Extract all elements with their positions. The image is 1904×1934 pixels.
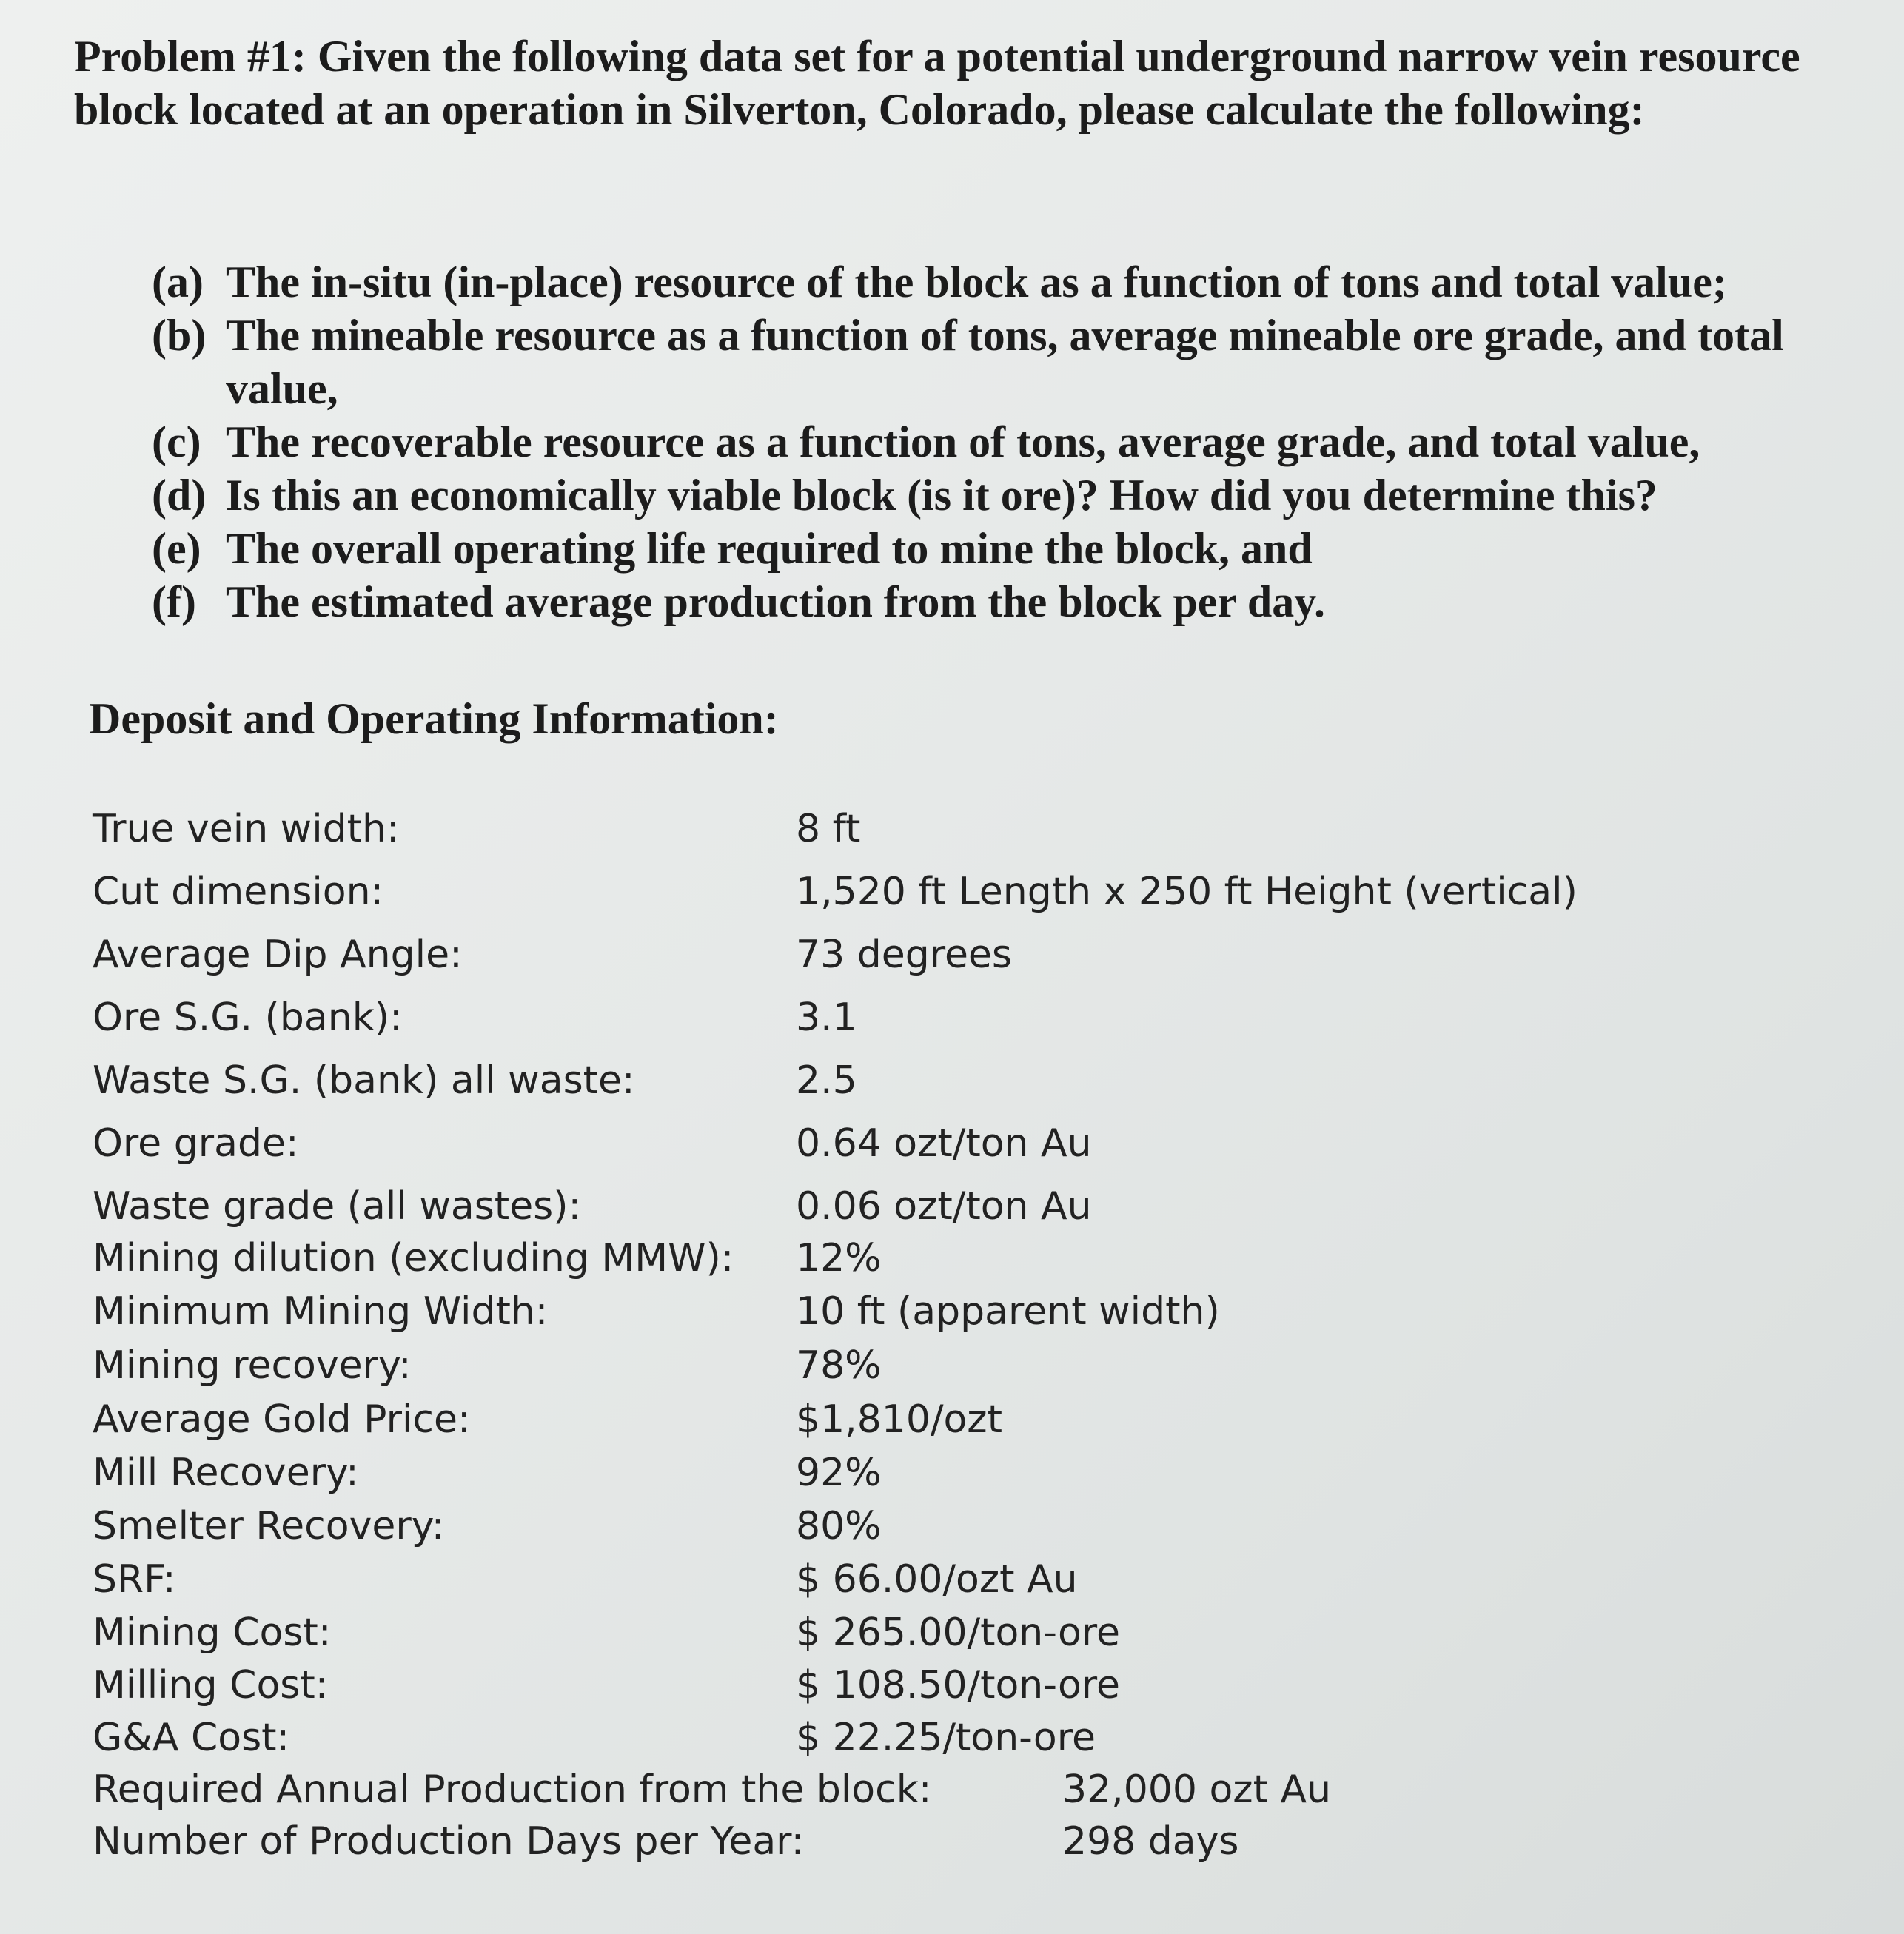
info-row-min-mining-width	[93, 1289, 1795, 1343]
info-label: Required Annual Production from the block:	[93, 1767, 932, 1812]
task-item	[152, 522, 1884, 575]
info-row-annual-production	[93, 1767, 1795, 1821]
info-row-smelter-recovery	[93, 1504, 1795, 1557]
info-row-production-days	[93, 1819, 1795, 1873]
info-row-ore-sg	[93, 995, 1795, 1049]
info-label: G&A Cost:	[93, 1716, 290, 1760]
info-value: $ 265.00/ton-ore	[796, 1611, 1121, 1655]
info-label: Mining dilution (excluding MMW):	[93, 1236, 734, 1280]
info-value: 12%	[796, 1236, 882, 1280]
info-value: 10 ft (apparent width)	[796, 1289, 1220, 1334]
info-label: Number of Production Days per Year:	[93, 1819, 805, 1864]
task-item	[152, 309, 1884, 415]
info-label: Minimum Mining Width:	[93, 1289, 549, 1334]
info-label: Mill Recovery:	[93, 1451, 359, 1495]
task-marker: (c)	[152, 417, 201, 466]
info-row-mining-cost	[93, 1611, 1795, 1664]
info-label: Waste grade (all wastes):	[93, 1184, 582, 1229]
info-value: 80%	[796, 1504, 882, 1548]
info-value: 32,000 ozt Au	[1062, 1767, 1332, 1812]
info-label: Cut dimension:	[93, 870, 384, 914]
task-marker: (b)	[152, 311, 207, 360]
task-item	[152, 469, 1884, 522]
info-label: Milling Cost:	[93, 1663, 329, 1708]
info-label: Smelter Recovery:	[93, 1504, 445, 1548]
info-value: 92%	[796, 1451, 882, 1495]
info-value: $ 22.25/ton-ore	[796, 1716, 1096, 1760]
info-value: 1,520 ft Length x 250 ft Height (vertical)	[796, 870, 1578, 914]
info-value: 78%	[796, 1343, 882, 1388]
info-value: 3.1	[796, 995, 857, 1040]
info-value: 8 ft	[796, 807, 861, 851]
info-label: SRF:	[93, 1557, 176, 1602]
info-value: 2.5	[796, 1058, 857, 1103]
info-row-waste-sg	[93, 1058, 1795, 1112]
task-text: The recoverable resource as a function of tons, average grade, and total value,	[226, 417, 1700, 466]
task-item	[152, 255, 1884, 309]
task-list	[152, 255, 1884, 628]
section-title: Deposit and Operating Information:	[89, 694, 779, 743]
task-item	[152, 575, 1884, 628]
info-label: Waste S.G. (bank) all waste:	[93, 1058, 635, 1103]
info-label: True vein width:	[93, 807, 400, 851]
info-value: $ 66.00/ozt Au	[796, 1557, 1078, 1602]
info-value: 0.06 ozt/ton Au	[796, 1184, 1092, 1229]
task-marker: (f)	[152, 577, 196, 626]
info-row-mining-recovery	[93, 1343, 1795, 1397]
info-row-true-vein-width	[93, 807, 1795, 860]
info-value: 73 degrees	[796, 933, 1013, 977]
info-label: Mining Cost:	[93, 1611, 332, 1655]
info-row-milling-cost	[93, 1663, 1795, 1716]
task-marker: (e)	[152, 524, 201, 573]
task-item	[152, 415, 1884, 469]
info-label: Ore grade:	[93, 1121, 299, 1166]
info-row-cut-dimension	[93, 870, 1795, 923]
info-value: 0.64 ozt/ton Au	[796, 1121, 1092, 1166]
info-label: Average Dip Angle:	[93, 933, 463, 977]
task-text: The mineable resource as a function of tons, average mineable ore grade, and total value,	[226, 311, 1784, 413]
task-marker: (d)	[152, 471, 207, 520]
info-row-srf	[93, 1557, 1795, 1611]
task-text: Is this an economically viable block (is it ore)? How did you determine this?	[226, 471, 1657, 520]
info-value: $ 108.50/ton-ore	[796, 1663, 1121, 1708]
info-value: 298 days	[1062, 1819, 1239, 1864]
info-row-mining-dilution	[93, 1236, 1795, 1289]
info-row-dip-angle	[93, 933, 1795, 986]
info-row-ga-cost	[93, 1716, 1795, 1769]
task-text: The overall operating life required to mine the block, and	[226, 524, 1313, 573]
info-label: Ore S.G. (bank):	[93, 995, 403, 1040]
info-value: $1,810/ozt	[796, 1397, 1002, 1442]
info-row-mill-recovery	[93, 1451, 1795, 1504]
info-row-ore-grade	[93, 1121, 1795, 1175]
info-row-gold-price	[93, 1397, 1795, 1451]
task-text: The estimated average production from the block per day.	[226, 577, 1325, 626]
info-label: Average Gold Price:	[93, 1397, 471, 1442]
problem-statement: Problem #1: Given the following data set for a potential underground narrow vein resource block located at an operation in Silverton, Colorado, please calculate the following:	[74, 32, 1800, 134]
task-marker: (a)	[152, 258, 204, 306]
info-row-waste-grade	[93, 1184, 1795, 1238]
task-text: The in-situ (in-place) resource of the block as a function of tons and total value;	[226, 258, 1727, 306]
info-label: Mining recovery:	[93, 1343, 412, 1388]
